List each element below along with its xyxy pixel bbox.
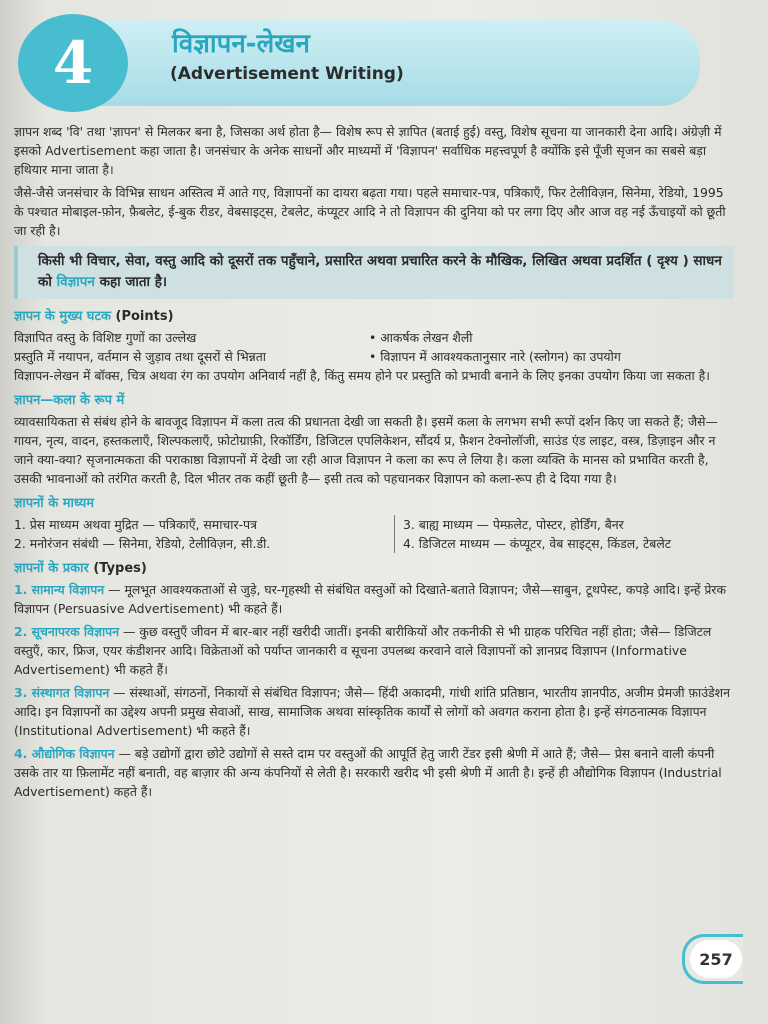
media-heading: ज्ञापनों के माध्यम <box>14 496 95 511</box>
points-left-2: प्रस्तुति में नयापन, वर्तमान से जुड़ाव तथा दूसरों से भिन्नता <box>14 349 266 364</box>
types-heading-hindi: ज्ञापनों के प्रकार <box>14 561 89 576</box>
types-heading-english: (Types) <box>93 561 147 576</box>
chapter-title-hindi: विज्ञापन-लेखन <box>172 29 310 59</box>
intro-paragraph-2: जैसे-जैसे जनसंचार के विभिन्न साधन अस्तित्व में आते गए, विज्ञापनों का दायरा बढ़ता गया। पहले समाचार-पत्र, पत्रिकाएँ, फिर टेलीविज़न, सिनेमा, रेडियो, 1995 के पश्चात मोबाइल-फ़ोन, फ़ैबलेट, ई-बुक रीडर, वेबसाइट्स, टेबलेट, कंप्यूटर आदि ने तो विज्ञापन की दुनिया को पर लगा दिए और आज वह नई ऊँचाइयों को छूती जा रही है। <box>14 185 726 238</box>
type-label-2: 2. सूचनापरक विज्ञापन <box>14 624 120 639</box>
intro-paragraph-1: ज्ञापन शब्द 'वि' तथा 'ज्ञापन' से मिलकर बना है, जिसका अर्थ होता है— विशेष रूप से ज्ञापित (बताई हुई) वस्तु, विशेष सूचना या जानकारी देना आदि। अंग्रेज़ी में इसको Advertisement कहा जाता है। जनसंचार के अनेक साधनों और माध्यमों में 'विज्ञापन' सर्वाधिक महत्त्वपूर्ण है क्योंकि इसे पूँजी सृजन का सबसे बड़ा हथियार माना जाता है। <box>14 124 722 177</box>
media-item-3: 3. बाह्य माध्यम — पेम्फ़लेट, पोस्टर, होर्डिंग, बैनर <box>403 517 624 532</box>
media-left-column <box>14 515 395 553</box>
media-item-1: 1. प्रेस माध्यम अथवा मुद्रित — पत्रिकाएँ, समाचार-पत्र <box>14 517 257 532</box>
points-right-1: • आकर्षक लेखन शैली <box>369 330 473 345</box>
type-item-4 <box>14 744 734 801</box>
type-text-3: — संस्थाओं, संगठनों, निकायों से संबंधित विज्ञापन; जैसे— हिंदी अकादमी, गांधी शांति प्रतिष्ठान, भारतीय ज्ञानपीठ, अजीम प्रेमजी फ़ाउंडेशन आदि। इन विज्ञापनों का उद्देश्य अपनी प्रमुख सेवाओं, साख, सामाजिक अथवा सांस्कृतिक कार्यों से लोगों को अवगत कराना होता है। इन्हें संगठनात्मक विज्ञापन (Institutional Advertisement) भी कहते हैं। <box>14 685 730 738</box>
points-row-1 <box>14 328 734 347</box>
media-table <box>14 515 734 553</box>
points-right-2: • विज्ञापन में आवश्यकतानुसार नारे (स्लोगन) का उपयोग <box>369 349 621 364</box>
type-item-3 <box>14 683 734 740</box>
callout-text-a: किसी भी विचार, सेवा, वस्तु आदि को दूसरों तक पहुँचाने, प्रसारित अथवा प्रचारित करने के मौखिक, लिखित अथवा प्रदर्शित ( दृश्य ) साधन को <box>38 253 722 290</box>
media-right-column <box>395 515 734 553</box>
type-text-4: — बड़े उद्योगों द्वारा छोटे उद्योगों से सस्ते दाम पर वस्तुओं की आपूर्ति हेतु जारी टेंडर इसी श्रेणी में आते हैं; जैसे— प्रेस बनाने वाली कंपनी उसके तार या फ़िलामेंट नहीं बनाती, वह बाज़ार की अन्य कंपनियों से लेती है। सरकारी खरीद भी इसी श्रेणी में आती है। इन्हें ही औद्योगिक विज्ञापन (Industrial Advertisement) कहते हैं। <box>14 746 722 799</box>
points-heading-english: (Points) <box>115 309 174 324</box>
type-text-2: — कुछ वस्तुएँ जीवन में बार-बार नहीं खरीदी जातीं। इनकी बारीकियों और तकनीकी से भी ग्राहक परिचित नहीं होता; जैसे— डिजिटल वस्तुएँ, कार, फ्रिज, एयर कंडीशनर आदि। विक्रेताओं को पर्याप्त जानकारी व सूचना उपलब्ध करवाने वाले विज्ञापनों को ज्ञानप्रद विज्ञापन (Informative Advertisement) भी कहते हैं। <box>14 624 712 677</box>
points-heading-hindi: ज्ञापन के मुख्य घटक <box>14 309 111 324</box>
type-item-1 <box>14 580 734 618</box>
points-note: विज्ञापन-लेखन में बॉक्स, चित्र अथवा रंग का उपयोग अनिवार्य नहीं है, किंतु समय होने पर प्रस्तुति को प्रभावी बनाने के लिए इनका उपयोग किया जा सकता है। <box>14 368 710 383</box>
art-paragraph: व्यावसायिकता से संबंध होने के बावजूद विज्ञापन में कला तत्व की प्रधानता देखी जा सकती है। इसमें कला के लगभग सभी रूपों दर्शन किए जा सकते हैं; जैसे—गायन, नृत्य, वादन, हस्तकलाएँ, शिल्पकलाएँ, फ़ोटोग्राफ़ी, रिकॉर्डिंग, डिजिटल एपलिकेशन, सौंदर्य प्र, फ़ैशन टेक्नोलॉजी, साउंड एंड लाइट, वस्त्र, डिज़ाइन और न जाने क्या-क्या? सृजनात्मकता की पराकाष्ठा विज्ञापनों में देखी जा रही आज विज्ञापन ने कला का रूप ले लिया है। कला व्यक्ति के मानस को प्रभावित करती है, उसकी भावनाओं को तरंगित करती है, दिल भीतर तक कहीं छूती है— इसी तत्व को पहचानकर विज्ञापन को कला-रूप ही दे दिया गया है। <box>14 414 718 486</box>
media-item-2: 2. मनोरंजन संबंधी — सिनेमा, रेडियो, टेलीविज़न, सी.डी. <box>14 536 271 551</box>
art-heading: ज्ञापन—कला के रूप में <box>14 393 125 408</box>
callout-text-b: कहा जाता है। <box>99 274 168 290</box>
points-row-2 <box>14 347 734 366</box>
callout-highlight: विज्ञापन <box>56 274 95 290</box>
page-number: 257 <box>690 940 742 978</box>
type-text-1: — मूलभूत आवश्यकताओं से जुड़े, घर-गृहस्थी से संबंधित वस्तुओं को दिखाते-बताते विज्ञापन; जैसे—साबुन, टूथपेस्ट, कपड़े आदि। इन्हें प्रेरक विज्ञापन (Persuasive Advertisement) भी कहते हैं। <box>14 582 727 616</box>
chapter-header-band <box>60 20 700 106</box>
type-item-2 <box>14 622 734 679</box>
type-label-1: 1. सामान्य विज्ञापन <box>14 582 105 597</box>
chapter-number-badge: 4 <box>18 14 128 112</box>
definition-callout <box>14 246 734 299</box>
type-label-4: 4. औद्योगिक विज्ञापन <box>14 746 115 761</box>
points-heading <box>14 307 734 326</box>
chapter-title-english: (Advertisement Writing) <box>170 64 404 84</box>
points-left-1: विज्ञापित वस्तु के विशिष्ट गुणों का उल्लेख <box>14 330 197 345</box>
types-heading <box>14 559 734 578</box>
media-item-4: 4. डिजिटल माध्यम — कंप्यूटर, वेब साइट्स, किंडल, टेबलेट <box>403 536 672 551</box>
page-content <box>14 122 734 805</box>
type-label-3: 3. संस्थागत विज्ञापन <box>14 685 110 700</box>
